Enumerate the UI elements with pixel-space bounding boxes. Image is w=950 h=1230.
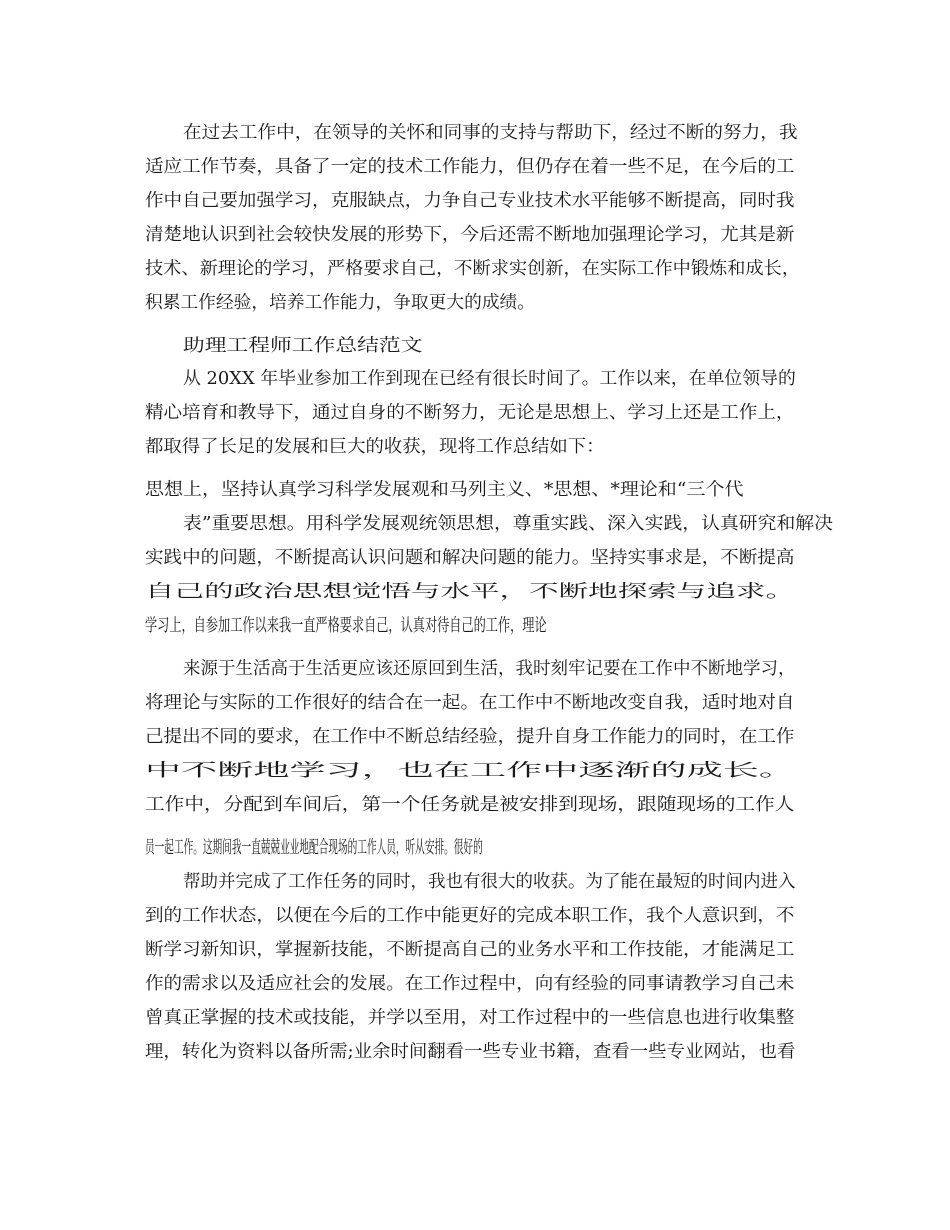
text-line: 帮助并完成了工作任务的同时，我也有很大的收获。为了能在最短的时间内进入 (183, 872, 796, 892)
text-line: 从 20XX 年毕业参加工作到现在已经有很长时间了。工作以来，在单位领导的 (183, 369, 796, 389)
text-line: 断学习新知识，掌握新技能，不断提高自己的业务水平和工作技能，才能满足工 (145, 940, 795, 960)
text-line: 积累工作经验，培养工作能力，争取更大的成绩。 (145, 293, 536, 313)
text-line: 学习上，自参加工作以来我一直严格要求自己，认真对待自己的工作，理论 (145, 616, 547, 636)
text-line: 助理工程师工作总结范文 (183, 336, 423, 356)
text-line: 己提出不同的要求，在工作中不断总结经验，提升自身工作能力的同时，在工作 (145, 727, 795, 747)
text-line: 清楚地认识到社会较快发展的形势下，今后还需不断地加强理论学习，尤其是新 (145, 225, 795, 245)
text-line: 工作中，分配到车间后，第一个任务就是被安排到现场，跟随现场的工作人 (145, 795, 795, 815)
text-line: 表”重要思想。用科学发展观统领思想，尊重实践、深入实践，认真研究和解决 (183, 514, 833, 534)
text-line: 将理论与实际的工作很好的结合在一起。在工作中不断地改变自我，适时地对自 (145, 693, 795, 713)
text-line: 理，转化为资料以备所需;业余时间翻看一些专业书籍，查看一些专业网站，也看 (145, 1042, 796, 1062)
text-line: 在过去工作中，在领导的关怀和同事的支持与帮助下，经过不断的努力，我 (183, 123, 798, 143)
text-line: 技术、新理论的学习，严格要求自己，不断求实创新，在实际工作中锻炼和成长， (145, 259, 801, 279)
text-line: 精心培育和教导下，通过自身的不断努力，无论是思想上、学习上还是工作上， (145, 403, 795, 423)
text-line: 实践中的问题，不断提高认识问题和解决问题的能力。坚持实事求是，不断提高 (145, 548, 795, 568)
text-line: 曾真正掌握的技术或技能，并学以至用，对工作过程中的一些信息也进行收集整 (145, 1008, 795, 1028)
text-line: 都取得了长足的发展和巨大的收获，现将工作总结如下： (145, 437, 605, 457)
text-line: 中不断地学习，也在工作中逐渐的成长。 (145, 761, 796, 781)
text-line: 员一起工作。这期间我一直兢兢业业地配合现场的工作人员，听从安排。很好的 (145, 838, 483, 858)
text-line: 到的工作状态，以便在今后的工作中能更好的完成本职工作，我个人意识到，不 (145, 906, 795, 926)
text-line: 来源于生活高于生活更应该还原回到生活，我时刻牢记要在工作中不断地学习， (183, 659, 796, 679)
text-line: 适应工作节奏，具备了一定的技术工作能力，但仍存在着一些不足，在今后的工 (145, 157, 795, 177)
text-line: 作中自己要加强学习，克服缺点，力争自己专业技术水平能够不断提高，同时我 (145, 191, 795, 211)
text-line: 思想上，坚持认真学习科学发展观和马列主义、*思想、*理论和“三个代 (145, 480, 744, 500)
text-line: 自己的政治思想觉悟与水平，不断地探索与追求。 (145, 582, 795, 602)
text-line: 作的需求以及适应社会的发展。在工作过程中，向有经验的同事请教学习自己未 (145, 974, 795, 994)
